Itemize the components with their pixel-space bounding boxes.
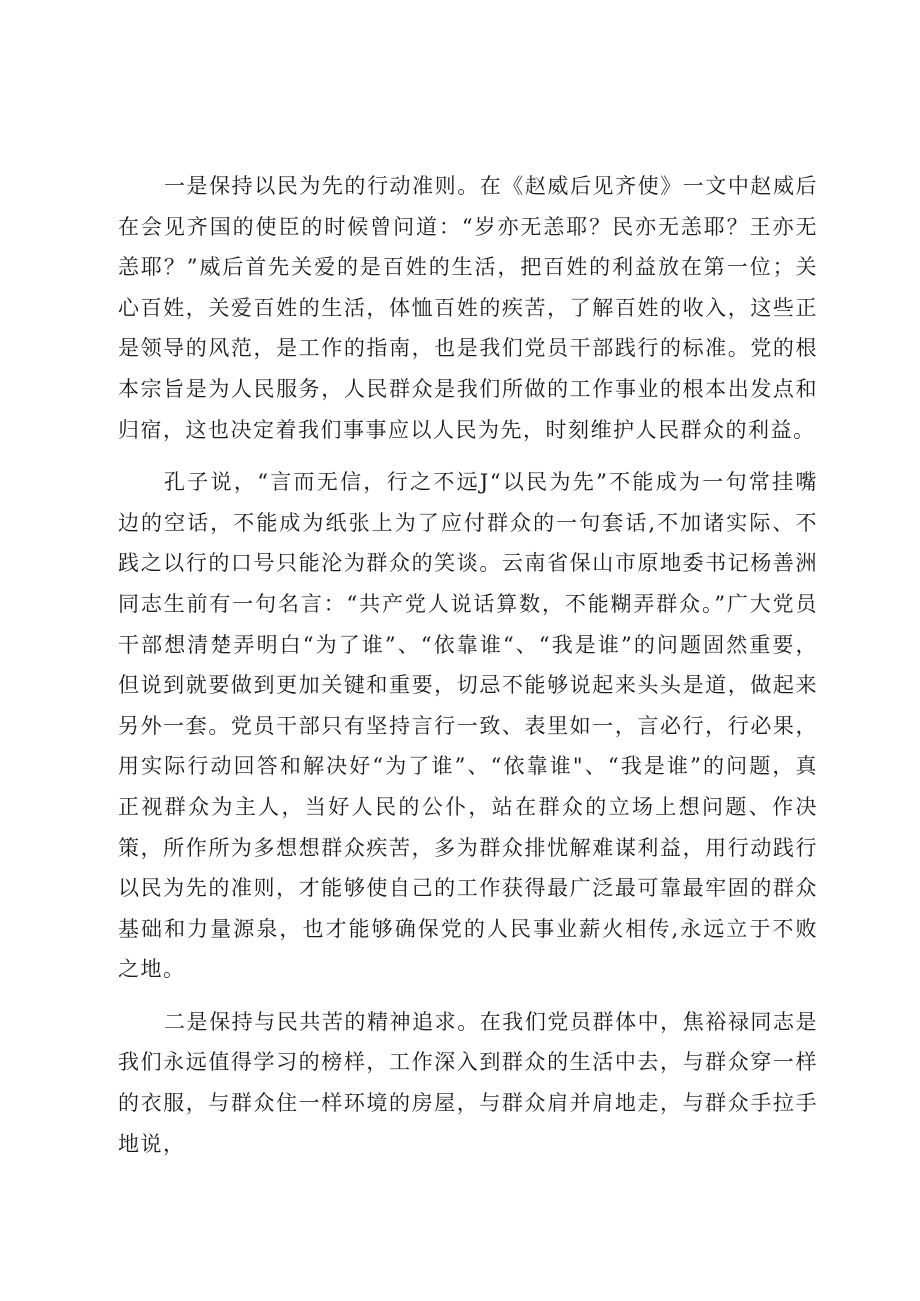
document-body [118, 166, 818, 1176]
paragraph-shared-hardship: 二是保持与民共苦的精神追求。在我们党员群体中，焦裕禄同志是我们永远值得学习的榜样，工作深入到群众的生活中去，与群众穿一样的衣服，与群众住一样环境的房屋，与群众肩并肩地走，与群众手拉手地说， [118, 1009, 818, 1156]
paragraph-confucius: 孔子说，“言而无信，行之不远J“以民为先”不能成为一句常挂嘴边的空话，不能成为纸张上为了应付群众的一句套话,不加诸实际、不践之以行的口号只能沦为群众的笑谈。云南省保山市原地委书记杨善洲同志生前有一句名言：“共产党人说话算数，不能糊弄群众。”广大党员干部想清楚弄明白“为了谁”、“依靠谁“、“我是谁”的问题固然重要，但说到就要做到更加关键和重要，切忌不能够说起来头头是道，做起来另外一套。党员干部只有坚持言行一致、表里如一，言必行，行必果，用实际行动回答和解决好“为了谁”、“依靠谁"、“我是谁”的问题，真正视群众为主人，当好人民的公仆，站在群众的立场上想问题、作决策，所作所为多想想群众疾苦，多为群众排忧解难谋利益，用行动践行以民为先的准则，才能够使自己的工作获得最广泛最可靠最牢固的群众基础和力量源泉，也才能够确保党的人民事业薪火相传,永远立于不败之地。 [118, 470, 818, 982]
paragraph-action-principle: 一是保持以民为先的行动准则。在《赵威后见齐使》一文中赵威后在会见齐国的使臣的时候曾问道：“岁亦无恙耶？民亦无恙耶？王亦无恙耶？”威后首先关爱的是百姓的生活，把百姓的利益放在第一位；关心百姓，关爱百姓的生活，体恤百姓的疾苦，了解百姓的收入，这些正是领导的风范，是工作的指南，也是我们党员干部践行的标准。党的根本宗旨是为人民服务，人民群众是我们所做的工作事业的根本出发点和归宿，这也决定着我们事事应以人民为先，时刻维护人民群众的利益。 [118, 174, 818, 442]
